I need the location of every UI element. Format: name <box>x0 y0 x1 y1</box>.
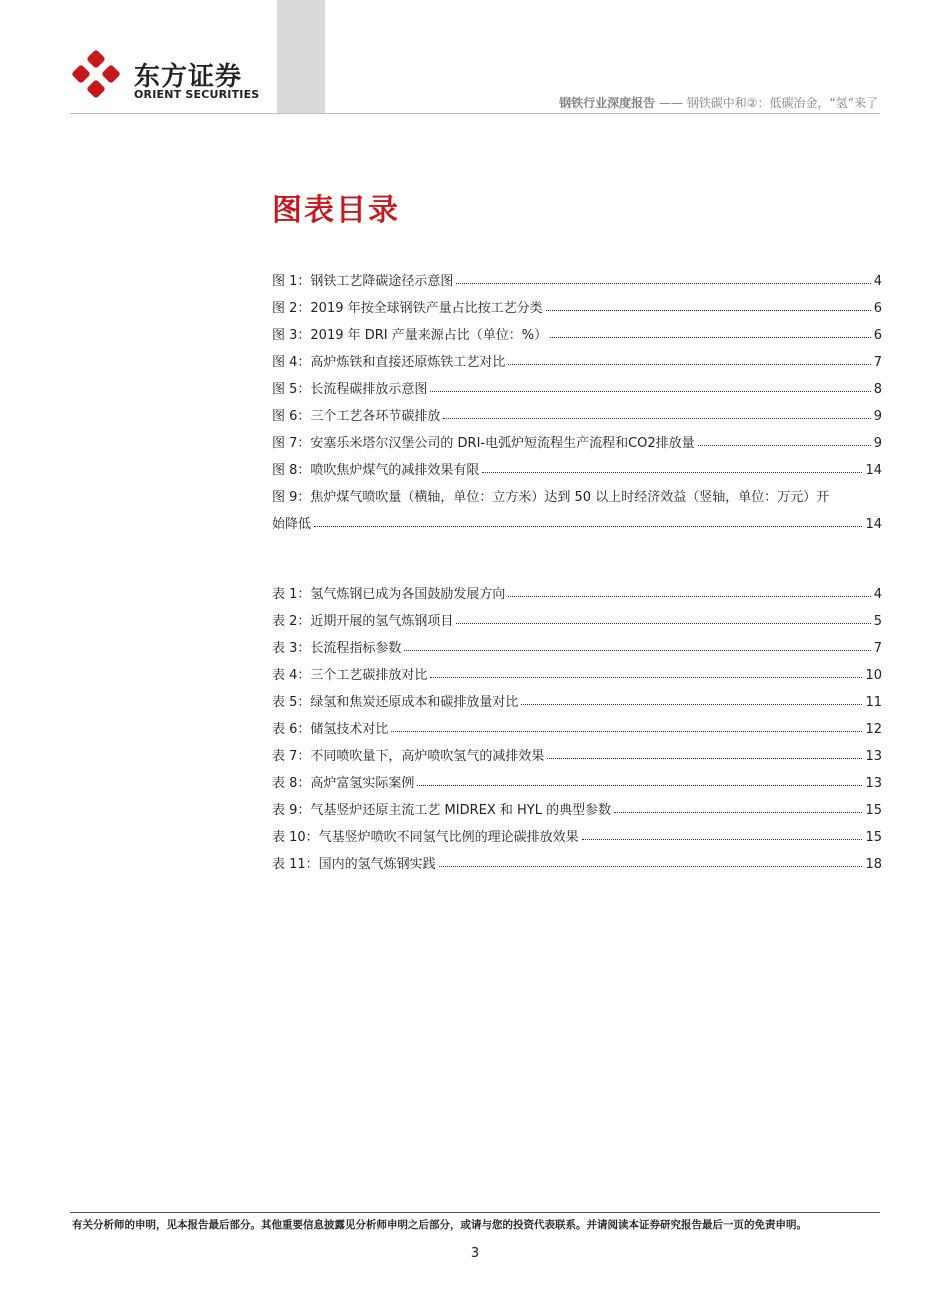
toc-leader <box>508 364 870 365</box>
toc-page: 14 <box>865 517 882 532</box>
toc-page: 13 <box>865 776 882 791</box>
toc-label: 图 4：高炉炼铁和直接还原炼铁工艺对比 <box>272 355 506 370</box>
footer-divider <box>70 1212 880 1213</box>
toc-entry-figure-5[interactable] <box>272 370 882 397</box>
toc-page: 9 <box>873 409 882 424</box>
toc-leader <box>614 812 862 813</box>
toc-label: 表 7：不同喷吹量下，高炉喷吹氢气的减排效果 <box>272 749 545 764</box>
toc-entry-figure-3[interactable] <box>272 316 882 343</box>
toc-page: 4 <box>873 274 882 289</box>
toc-entry-table-7[interactable] <box>272 737 882 764</box>
toc-label: 表 5：绿氢和焦炭还原成本和碳排放量对比 <box>272 695 519 710</box>
toc-label: 图 8：喷吹焦炉煤气的减排效果有限 <box>272 463 480 478</box>
logo-english-name: ORIENT SECURITIES <box>134 88 260 101</box>
footer-disclaimer: 有关分析师的申明，见本报告最后部分。其他重要信息披露见分析师申明之后部分，或请与您的投资代表联系。并请阅读本证券研究报告最后一页的免责申明。 <box>72 1219 807 1231</box>
toc-page: 15 <box>865 830 882 845</box>
toc-page: 9 <box>873 436 882 451</box>
figure-list <box>272 262 882 532</box>
toc-label: 表 11：国内的氢气炼钢实践 <box>272 857 436 872</box>
toc-leader <box>508 596 870 597</box>
report-title: —— 钢铁碳中和②：低碳冶金，“氢”来了 <box>658 96 878 110</box>
toc-page: 6 <box>873 328 882 343</box>
toc-entry-figure-8[interactable] <box>272 451 882 478</box>
toc-label: 图 5：长流程碳排放示意图 <box>272 382 428 397</box>
toc-leader <box>582 839 863 840</box>
toc-entry-figure-6[interactable] <box>272 397 882 424</box>
toc-label: 表 9：气基竖炉还原主流工艺 MIDREX 和 HYL 的典型参数 <box>272 803 612 818</box>
toc-label: 表 1：氢气炼钢已成为各国鼓励发展方向 <box>272 587 506 602</box>
toc-entry-table-4[interactable] <box>272 656 882 683</box>
toc-page: 7 <box>873 355 882 370</box>
toc-leader <box>391 731 862 732</box>
toc-leader <box>404 650 870 651</box>
toc-label-line-1: 图 9：焦炉煤气喷吹量（横轴，单位：立方米）达到 50 以上时经济效益（竖轴，单位：万元）开 <box>272 490 830 505</box>
toc-entry-table-11[interactable] <box>272 845 882 872</box>
table-list <box>272 575 882 872</box>
toc-entry-table-6[interactable] <box>272 710 882 737</box>
toc-label: 表 8：高炉富氢实际案例 <box>272 776 415 791</box>
toc-entry-table-3[interactable] <box>272 629 882 656</box>
toc-leader <box>547 758 862 759</box>
page-title: 图表目录 <box>272 193 400 228</box>
toc-label: 表 10：气基竖炉喷吹不同氢气比例的理论碳排放效果 <box>272 830 579 845</box>
toc-page: 4 <box>873 587 882 602</box>
toc-page: 11 <box>865 695 882 710</box>
toc-leader <box>430 677 862 678</box>
toc-leader <box>456 623 870 624</box>
toc-page: 13 <box>865 749 882 764</box>
toc-label: 图 3：2019 年 DRI 产量来源占比（单位：%） <box>272 328 548 343</box>
report-type: 钢铁行业深度报告 <box>559 96 656 110</box>
toc-label: 图 1：钢铁工艺降碳途径示意图 <box>272 274 454 289</box>
toc-label: 表 3：长流程指标参数 <box>272 641 402 656</box>
toc-entry-table-1[interactable] <box>272 575 882 602</box>
company-logo <box>72 50 272 106</box>
toc-leader <box>521 704 862 705</box>
toc-entry-figure-9[interactable] <box>272 478 882 532</box>
toc-page: 8 <box>873 382 882 397</box>
toc-entry-table-9[interactable] <box>272 791 882 818</box>
toc-entry-table-10[interactable] <box>272 818 882 845</box>
toc-label: 表 2：近期开展的氢气炼钢项目 <box>272 614 454 629</box>
toc-entry-table-2[interactable] <box>272 602 882 629</box>
header-gray-block <box>277 0 325 113</box>
running-head <box>559 94 878 111</box>
toc-leader <box>482 472 862 473</box>
toc-leader <box>443 418 870 419</box>
toc-page: 6 <box>873 301 882 316</box>
toc-page: 10 <box>865 668 882 683</box>
page-number: 3 <box>470 1246 480 1261</box>
toc-page: 12 <box>865 722 882 737</box>
toc-leader <box>417 785 862 786</box>
toc-label: 图 2：2019 年按全球钢铁产量占比按工艺分类 <box>272 301 543 316</box>
toc-entry-figure-1[interactable] <box>272 262 882 289</box>
logo-mark-icon <box>72 50 128 106</box>
toc-leader <box>546 310 871 311</box>
toc-entry-table-8[interactable] <box>272 764 882 791</box>
logo-chinese-name: 东方证券 <box>134 62 243 92</box>
toc-leader <box>430 391 870 392</box>
toc-entry-figure-7[interactable] <box>272 424 882 451</box>
toc-leader <box>698 445 871 446</box>
toc-page: 5 <box>873 614 882 629</box>
toc-label: 图 6：三个工艺各环节碳排放 <box>272 409 441 424</box>
toc-leader <box>550 337 871 338</box>
toc-entry-figure-4[interactable] <box>272 343 882 370</box>
toc-page: 18 <box>865 857 882 872</box>
toc-page: 7 <box>873 641 882 656</box>
toc-label: 表 4：三个工艺碳排放对比 <box>272 668 428 683</box>
toc-label-line-2: 始降低 <box>272 517 312 532</box>
toc-page: 14 <box>865 463 882 478</box>
toc-label: 图 7：安塞乐米塔尔汉堡公司的 DRI-电弧炉短流程生产流程和CO2排放量 <box>272 436 695 451</box>
toc-label: 表 6：储氢技术对比 <box>272 722 389 737</box>
toc-leader <box>456 283 870 284</box>
toc-leader <box>439 866 863 867</box>
toc-leader <box>314 526 862 527</box>
toc-entry-figure-2[interactable] <box>272 289 882 316</box>
toc-page: 15 <box>865 803 882 818</box>
toc-entry-table-5[interactable] <box>272 683 882 710</box>
header-divider <box>70 113 880 114</box>
